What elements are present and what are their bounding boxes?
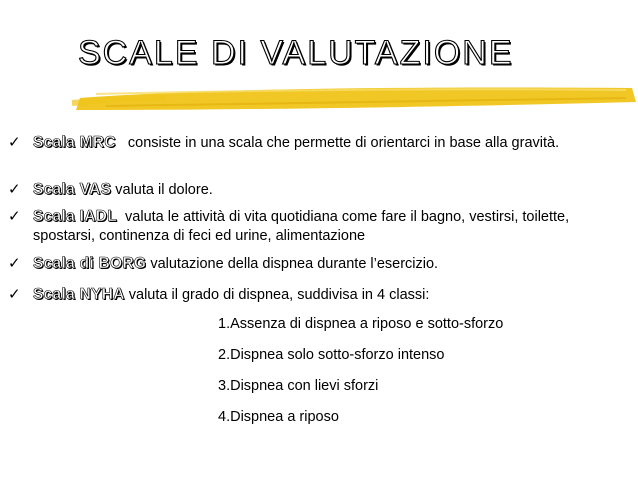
check-icon: ✓ — [8, 207, 21, 225]
nyha-class-3: 3.Dispnea con lievi sforzi — [218, 378, 379, 394]
scale-name: Scala VAS — [33, 181, 112, 198]
scale-name: Scala IADL — [33, 208, 117, 225]
scale-description: valutazione della dispnea durante l’esercizio. — [150, 256, 439, 272]
scale-description: valuta il dolore. — [115, 182, 213, 198]
highlighter-underline — [66, 76, 638, 116]
nyha-class-2: 2.Dispnea solo sotto-sforzo intenso — [218, 347, 445, 363]
check-icon: ✓ — [8, 254, 21, 272]
scale-name: Scala di BORG — [33, 255, 147, 272]
scale-name: Scala NYHA — [33, 286, 125, 303]
scale-name: Scala MRC — [33, 134, 116, 151]
check-icon: ✓ — [8, 285, 21, 303]
check-icon: ✓ — [8, 180, 21, 198]
scale-description: valuta il grado di dispnea, suddivisa in 4 classi: — [128, 287, 430, 303]
nyha-class-1: 1.Assenza di dispnea a riposo e sotto-sforzo — [218, 316, 504, 332]
slide-title: SCALE DI VALUTAZIONE — [78, 34, 514, 72]
nyha-class-4: 4.Dispnea a riposo — [218, 409, 339, 425]
scale-description: consiste in una scala che permette di orientarci in base alla gravità. — [127, 135, 560, 151]
check-icon: ✓ — [8, 133, 21, 151]
scale-description: valuta le attività di vita quotidiana come fare il bagno, vestirsi, toilette, spostarsi, continenza di feci ed urine, alimentazione — [33, 209, 570, 244]
